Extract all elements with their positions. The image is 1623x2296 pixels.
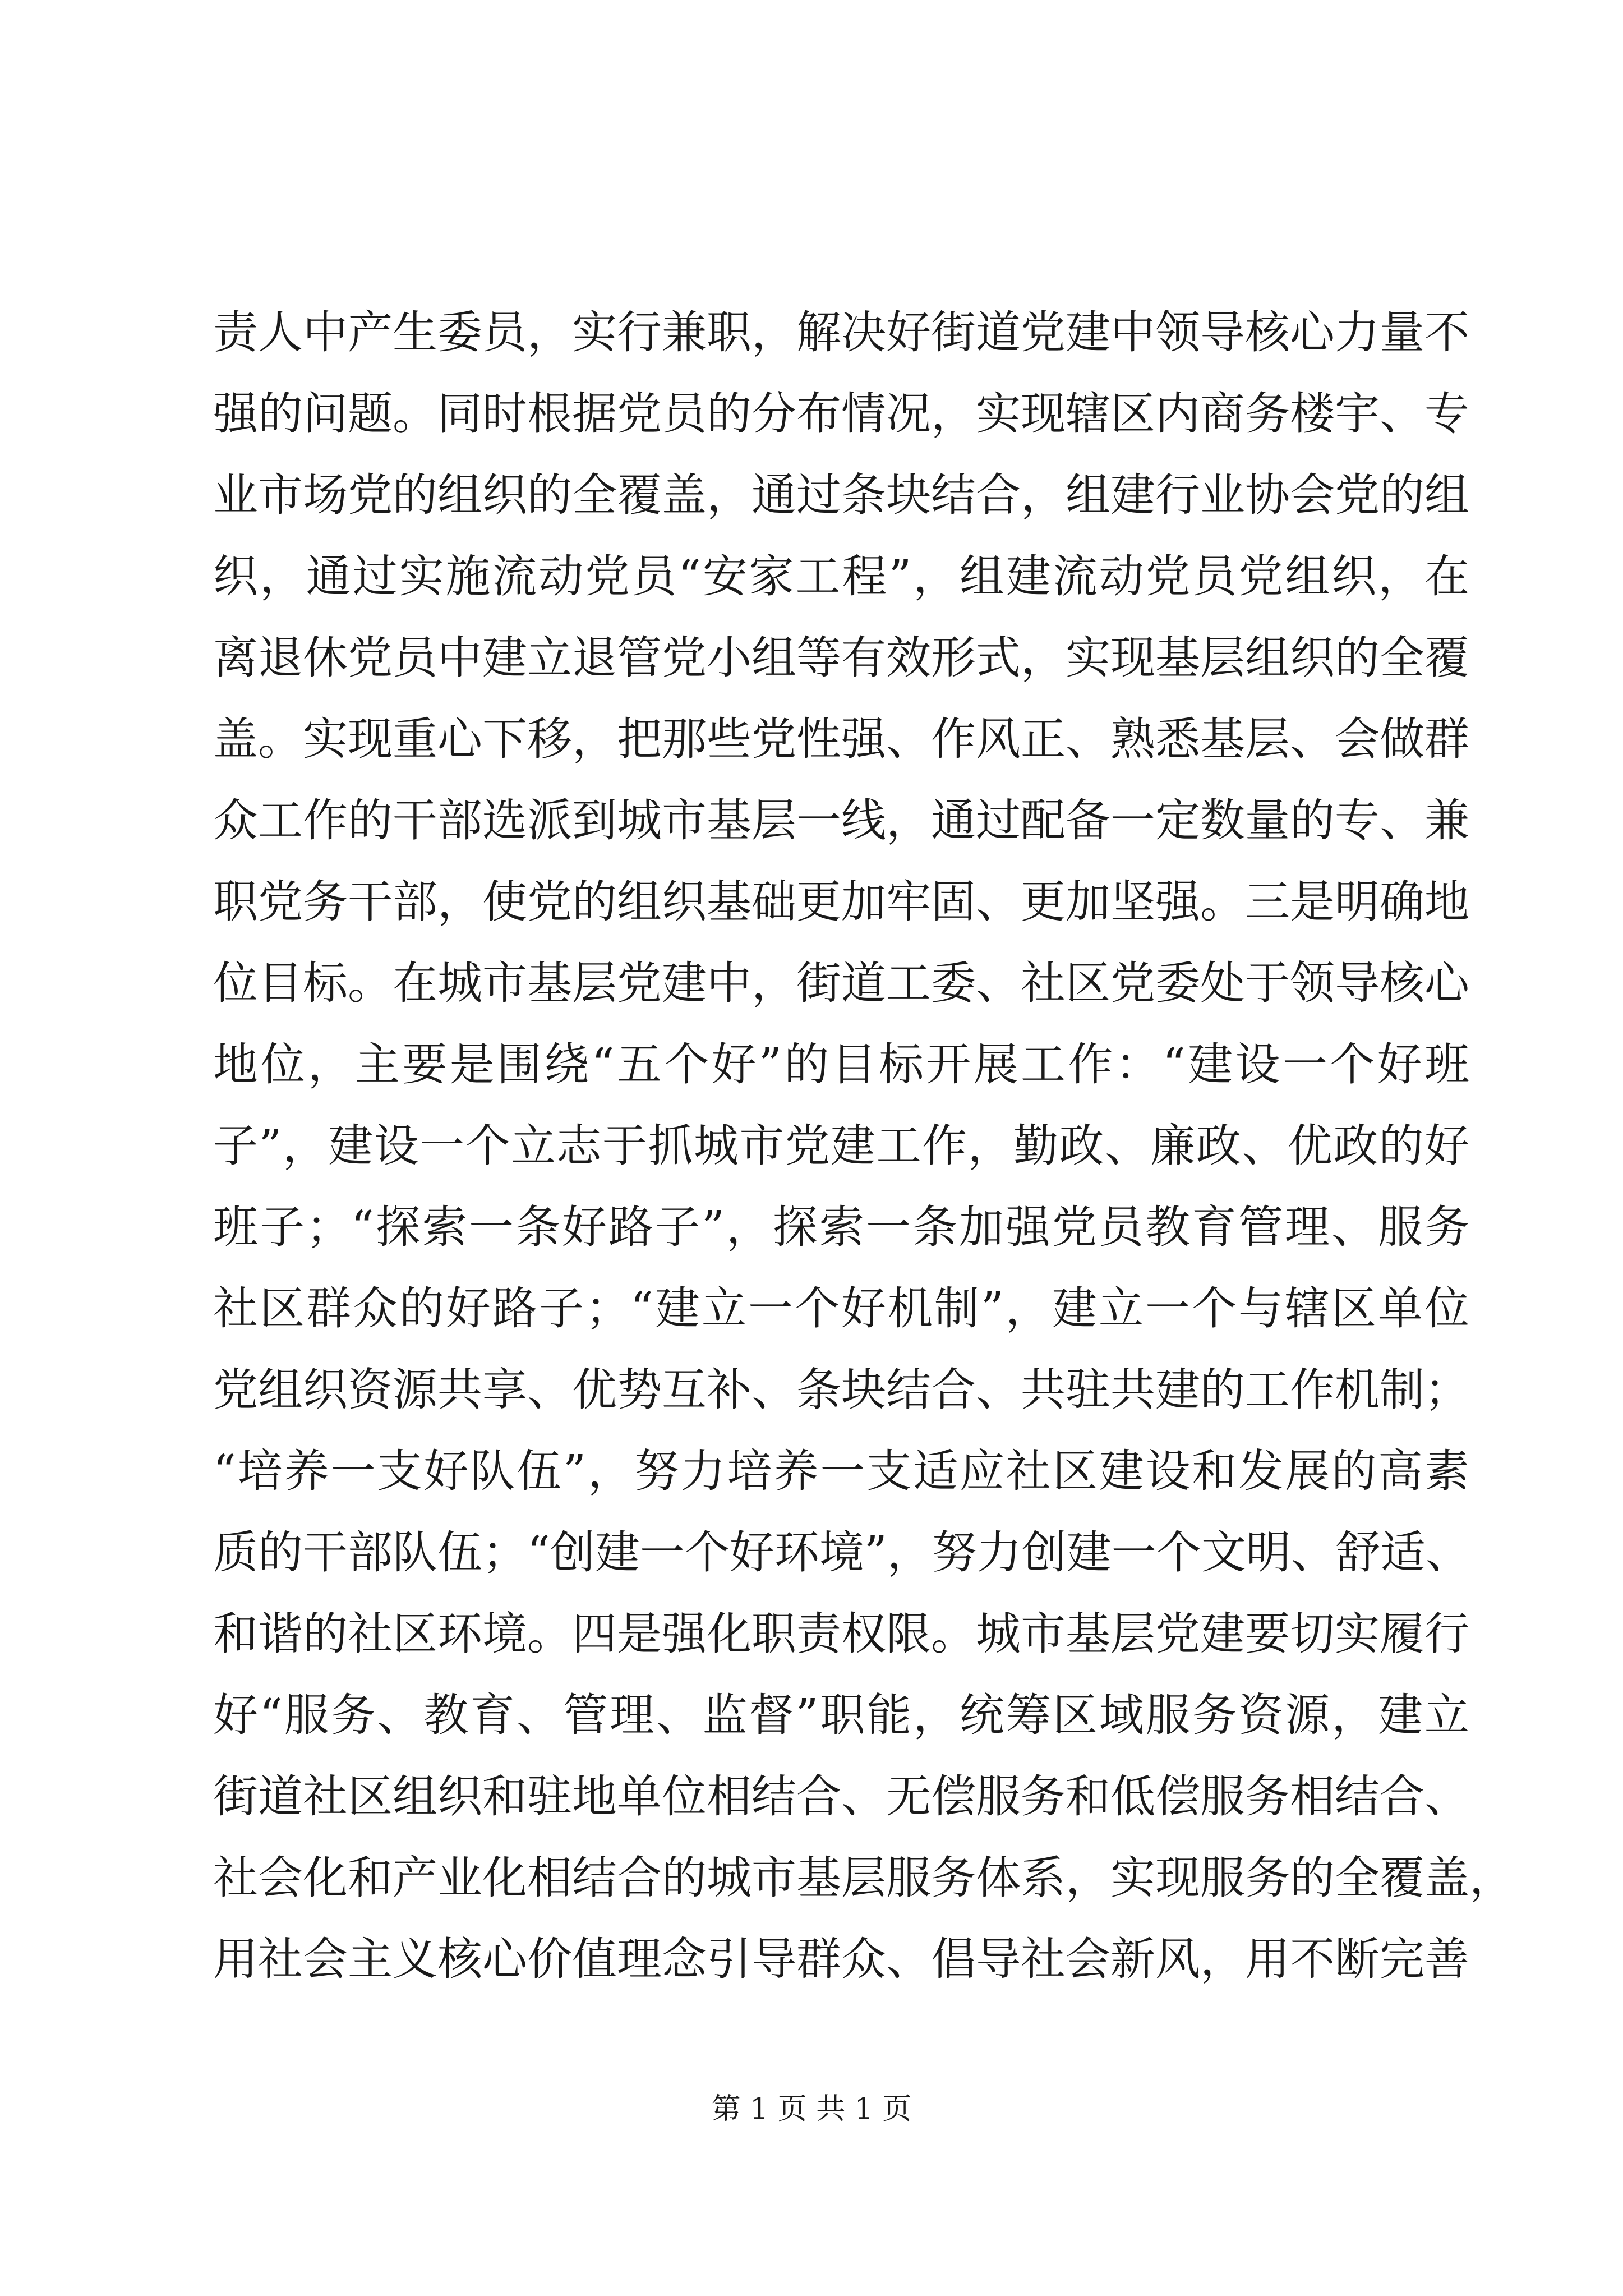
text-line: 子”，建设一个立志于抓城市党建工作，勤政、廉政、优政的好 [213,1120,1469,1172]
text-line: 位目标。在城市基层党建中，街道工委、社区党委处于领导核心 [213,957,1469,1009]
page-footer: 第 1 页 共 1 页 [711,2092,912,2126]
text-line: 用社会主义核心价值理念引导群众、倡导社会新风，用不断完善 [213,1933,1469,1985]
text-line: 社区群众的好路子；“建立一个好机制”，建立一个与辖区单位 [213,1282,1469,1335]
body-paragraph [213,292,1514,2000]
text-line: 强的问题。同时根据党员的分布情况，实现辖区内商务楼宇、专 [213,388,1469,440]
text-line: 和谐的社区环境。四是强化职责权限。城市基层党建要切实履行 [213,1608,1469,1660]
text-line: 盖。实现重心下移，把那些党性强、作风正、熟悉基层、会做群 [213,713,1469,765]
text-line: 业市场党的组织的全覆盖，通过条块结合，组建行业协会党的组 [213,469,1469,521]
text-line: 党组织资源共享、优势互补、条块结合、共驻共建的工作机制； [213,1364,1469,1416]
text-line: 离退休党员中建立退管党小组等有效形式，实现基层组织的全覆 [213,632,1469,684]
text-line: 质的干部队伍；“创建一个好环境”，努力创建一个文明、舒适、 [213,1526,1470,1579]
text-line: 班子；“探索一条好路子”，探索一条加强党员教育管理、服务 [213,1201,1469,1253]
text-line: “培养一支好队伍”，努力培养一支适应社区建设和发展的高素 [213,1445,1469,1497]
text-line: 街道社区组织和驻地单位相结合、无偿服务和低偿服务相结合、 [213,1770,1469,1823]
text-line: 好“服务、教育、管理、监督”职能，统筹区域服务资源，建立 [213,1689,1469,1741]
text-line: 职党务干部，使党的组织基础更加牢固、更加坚强。三是明确地 [213,876,1469,928]
text-line: 地位，主要是围绕“五个好”的目标开展工作：“建设一个好班 [213,1038,1469,1091]
text-line: 责人中产生委员，实行兼职，解决好街道党建中领导核心力量不 [213,306,1469,358]
text-line: 社会化和产业化相结合的城市基层服务体系，实现服务的全覆盖， [213,1852,1514,1904]
text-line: 众工作的干部选派到城市基层一线，通过配备一定数量的专、兼 [213,794,1469,846]
text-line: 织，通过实施流动党员“安家工程”，组建流动党员党组织，在 [213,550,1469,602]
